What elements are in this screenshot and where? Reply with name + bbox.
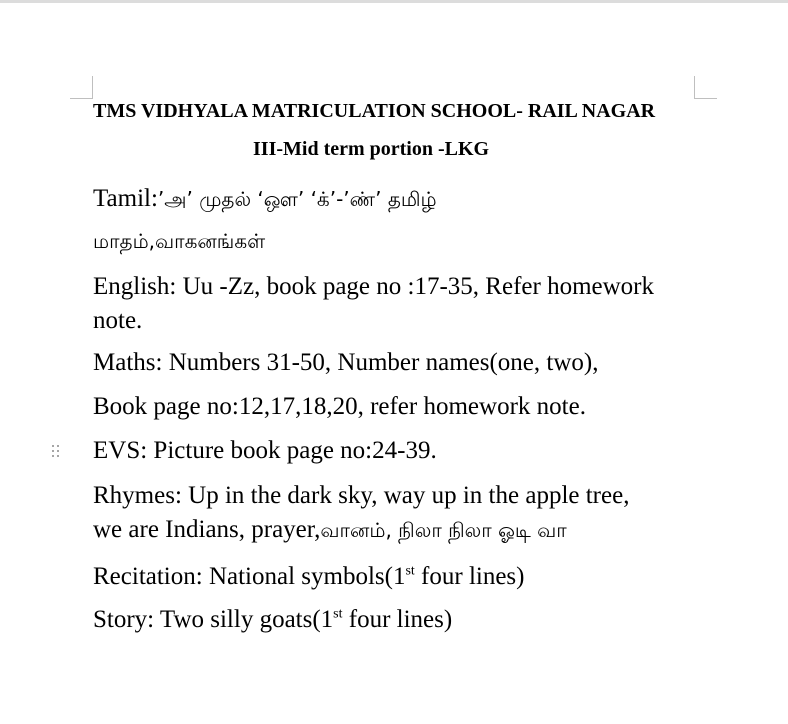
page-corner-mark-top-right — [694, 76, 695, 98]
recitation-text-end: four lines) — [414, 563, 525, 590]
tamil-letters: ’அ’ முதல் ‘ஔ’ ‘க்’-’ண்’ தமிழ் — [157, 187, 437, 211]
window-top-edge — [0, 0, 788, 3]
tamil-topics: மாதம்,வாகனங்கள் — [93, 229, 266, 253]
maths-line-2: Book page no:12,17,18,20, refer homework note. — [93, 393, 586, 420]
rhymes-tamil: வானம், நிலா நிலா ஓடி வா — [320, 518, 567, 542]
tamil-line-1 — [93, 182, 437, 216]
english-line-2: note. — [93, 307, 143, 334]
maths-line-1: Maths: Numbers 31-50, Number names(one, two), — [93, 349, 599, 376]
tamil-label: Tamil: — [93, 185, 158, 212]
drag-handle-icon[interactable] — [52, 445, 60, 458]
tamil-line-2 — [93, 224, 265, 258]
english-line-1: English: Uu -Zz, book page no :17-35, Refer homework — [93, 273, 654, 300]
story-text-end: four lines) — [342, 606, 453, 633]
recitation-ordinal: st — [405, 563, 415, 579]
story-ordinal: st — [333, 606, 343, 622]
page-corner-mark-top-left — [92, 76, 93, 98]
recitation-text: Recitation: National symbols(1 — [93, 563, 406, 590]
rhymes-line-1: Rhymes: Up in the dark sky, way up in the apple tree, — [93, 482, 630, 509]
recitation-line — [93, 560, 525, 594]
page-corner-mark-top-right — [694, 98, 717, 99]
rhymes-english: we are Indians, prayer, — [93, 516, 321, 543]
story-line — [93, 603, 452, 637]
evs-line: EVS: Picture book page no:24-39. — [93, 437, 437, 464]
document-title: TMS VIDHYALA MATRICULATION SCHOOL- RAIL NAGAR — [93, 100, 656, 122]
page-corner-mark-top-left — [70, 98, 93, 99]
rhymes-line-2 — [93, 513, 567, 547]
story-text: Story: Two silly goats(1 — [93, 606, 334, 633]
document-subtitle: III-Mid term portion -LKG — [253, 138, 490, 160]
